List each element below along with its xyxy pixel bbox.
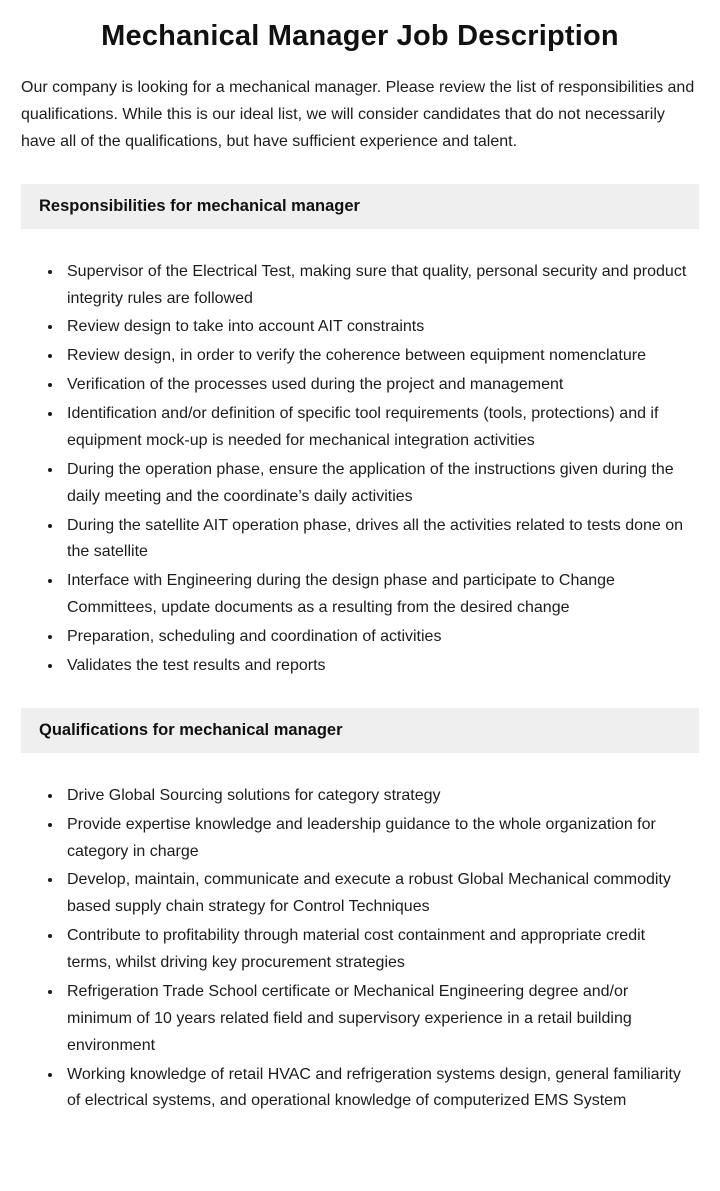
page-title: Mechanical Manager Job Description [101,20,619,52]
list-item: • During the satellite AIT operation phase, drives all the activities related to tests done on the satellite [63,513,693,567]
list-item: • Drive Global Sourcing solutions for category strategy [63,783,693,810]
list-item: • Interface with Engineering during the design phase and participate to Change Committees, update documents as a resulting from the desired change [63,568,693,622]
intro-paragraph: Our company is looking for a mechanical manager. Please review the list of responsibilities and qualifications. While this is our ideal list, we will consider candidates that do not necessarily have all of the qualifications, but have sufficient experience and talent. [21,79,695,150]
list-item: • Review design, in order to verify the coherence between equipment nomenclature [63,343,693,370]
list-item: • Review design to take into account AIT constraints [63,314,693,341]
responsibilities-heading: Responsibilities for mechanical manager [21,184,699,229]
list-item: • Working knowledge of retail HVAC and refrigeration systems design, general familiarity of electrical systems, and operational knowledge of computerized EMS System [63,1062,693,1116]
list-item: • Preparation, scheduling and coordination of activities [63,624,693,651]
list-item: • Provide expertise knowledge and leadership guidance to the whole organization for category in charge [63,812,693,866]
qualifications-heading: Qualifications for mechanical manager [21,708,699,753]
qualifications-section [21,708,699,1144]
qualifications-list [21,767,699,1144]
list-item: • Validates the test results and reports [63,653,693,680]
list-item: • Contribute to profitability through material cost containment and appropriate credit terms, whilst driving key procurement strategies [63,923,693,977]
list-item: • Develop, maintain, communicate and execute a robust Global Mechanical commodity based supply chain strategy for Control Techniques [63,867,693,921]
list-item: • Refrigeration Trade School certificate or Mechanical Engineering degree and/or minimum of 10 years related field and supervisory experience in a retail building environment [63,979,693,1060]
list-item: • Verification of the processes used during the project and management [63,372,693,399]
list-item: • During the operation phase, ensure the application of the instructions given during the daily meeting and the coordinate’s daily activities [63,457,693,511]
responsibilities-list [21,243,699,708]
responsibilities-section [21,184,699,708]
list-item: • Identification and/or definition of specific tool requirements (tools, protections) and if equipment mock-up is needed for mechanical integration activities [63,401,693,455]
list-item: • Supervisor of the Electrical Test, making sure that quality, personal security and product integrity rules are followed [63,259,693,313]
